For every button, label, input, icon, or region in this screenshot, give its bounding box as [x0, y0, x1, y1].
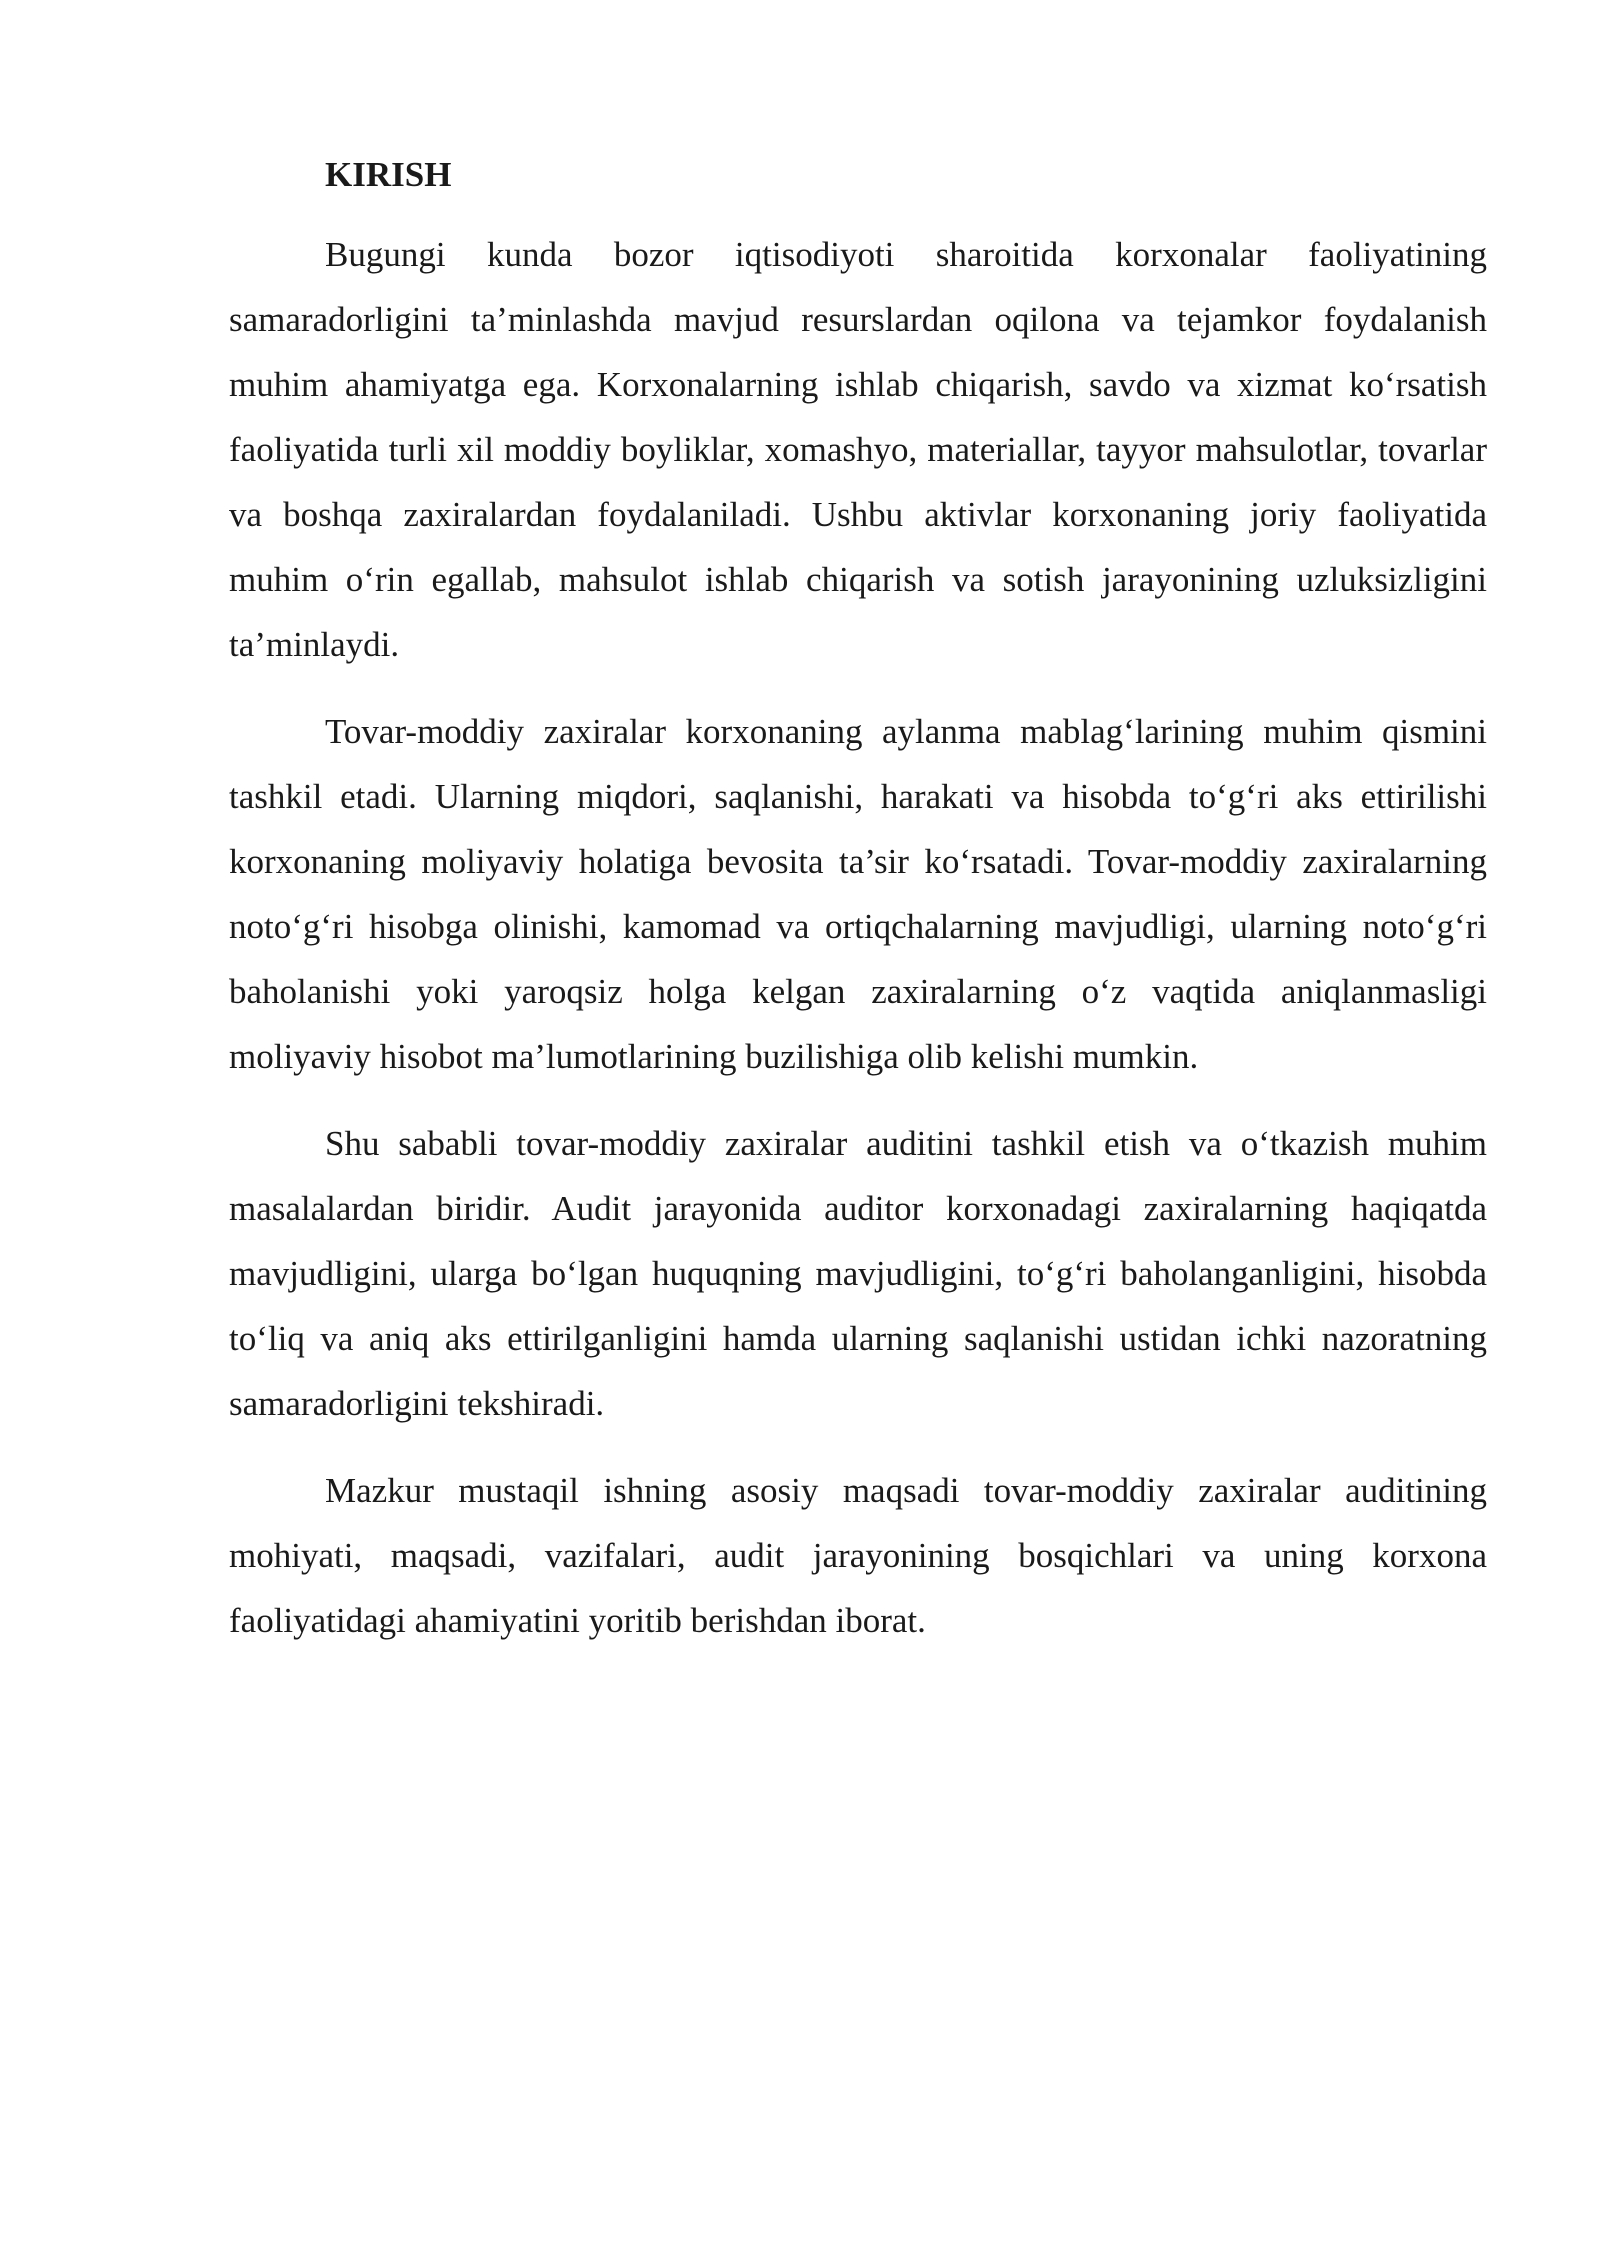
section-heading: KIRISH [325, 155, 452, 194]
document-body [229, 150, 1487, 1675]
paragraph-1: Bugungi kunda bozor iqtisodiyoti sharoitida korxonalar faoliyatining samaradorligini ta’minlashda mavjud resurslardan oqilona va tejamkor foydalanish muhim ahamiyatga ega. Korxonalarning ishlab chiqarish, savdo va xizmat ko‘rsatish faoliyatida turli xil moddiy boyliklar, xomashyo, materiallar, tayyor mahsulotlar, tovarlar va boshqa zaxiralardan foydalaniladi. Ushbu aktivlar korxonaning joriy faoliyatida muhim o‘rin egallab, mahsulot ishlab chiqarish va sotish jarayonining uzluksizligini ta’minlaydi. [229, 235, 1487, 664]
paragraph-2: Tovar-moddiy zaxiralar korxonaning aylanma mablag‘larining muhim qismini tashkil etadi. Ularning miqdori, saqlanishi, harakati va hisobda to‘g‘ri aks ettirilishi korxonaning moliyaviy holatiga bevosita ta’sir ko‘rsatadi. Tovar-moddiy zaxiralarning noto‘g‘ri hisobga olinishi, kamomad va ortiqchalarning mavjudligi, ularning noto‘g‘ri baholanishi yoki yaroqsiz holga kelgan zaxiralarning o‘z vaqtida aniqlanmasligi moliyaviy hisobot ma’lumotlarining buzilishiga olib kelishi mumkin. [229, 712, 1487, 1076]
paragraph-3: Shu sababli tovar-moddiy zaxiralar auditini tashkil etish va o‘tkazish muhim masalalardan biridir. Audit jarayonida auditor korxonadagi zaxiralarning haqiqatda mavjudligini, ularga bo‘lgan huquqning mavjudligini, to‘g‘ri baholanganligini, hisobda to‘liq va aniq aks ettirilganligini hamda ularning saqlanishi ustidan ichki nazoratning samaradorligini tekshiradi. [229, 1124, 1487, 1423]
paragraph-4: Mazkur mustaqil ishning asosiy maqsadi tovar-moddiy zaxiralar auditining mohiyati, maqsadi, vazifalari, audit jarayonining bosqichlari va uning korxona faoliyatidagi ahamiyatini yoritib berishdan iborat. [229, 1471, 1487, 1640]
